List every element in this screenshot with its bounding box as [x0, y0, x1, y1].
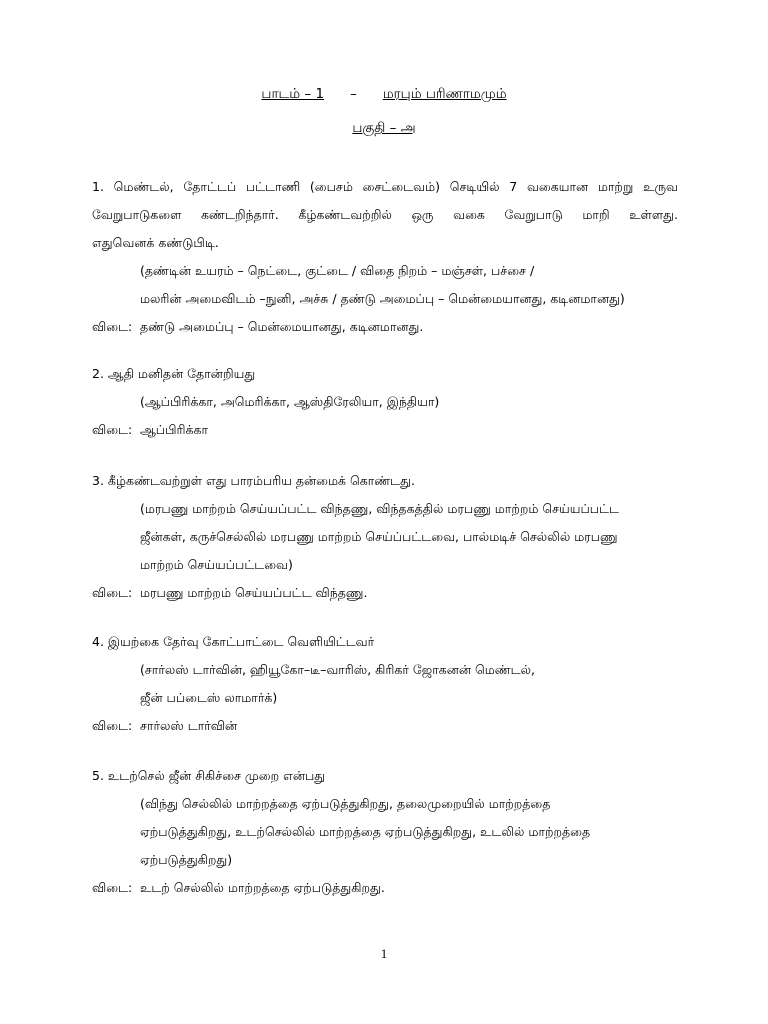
answer-line [92, 874, 678, 902]
answer-line [92, 712, 678, 740]
question-1 [92, 173, 678, 341]
answer-text: சார்லஸ் டார்வின் [140, 718, 238, 733]
answer-line [92, 579, 678, 607]
answer-text: உடற் செல்லில் மாற்றத்தை ஏற்படுத்துகிறது. [140, 880, 385, 895]
option-line: ஏற்படுத்துகிறது) [140, 852, 233, 867]
section-title: பகுதி – அ [352, 120, 416, 136]
question-text-line: 5. உடற்செல் ஜீன் சிகிச்சை முறை என்பது [92, 768, 326, 783]
question-2 [92, 360, 678, 444]
question-text-line: எதுவெனக் கண்டுபிடி. [92, 235, 219, 250]
answer-label: விடை: [92, 422, 133, 437]
answer-text: தண்டு அமைப்பு – மென்மையானது, கடினமானது. [140, 319, 424, 334]
question-text-line: 3. கீழ்கண்டவற்றுள் எது பாரம்பரிய தன்மைக் கொண்டது. [92, 473, 415, 488]
lesson-topic: மரபும் பரிணாமமும் [382, 86, 507, 102]
answer-label: விடை: [92, 585, 133, 600]
question-5 [92, 762, 678, 902]
answer-text: ஆப்பிரிக்கா [140, 422, 209, 437]
answer-label: விடை: [92, 319, 133, 334]
option-line: ஏற்படுத்துகிறது, உடற்செல்லில் மாற்றத்தை ஏற்படுத்துகிறது, உடலில் மாற்றத்தை [140, 824, 591, 839]
page-number: 1 [380, 946, 388, 961]
option-line: (விந்து செல்லில் மாற்றத்தை ஏற்படுத்துகிறது, தலைமுறையில் மாற்றத்தை [140, 796, 551, 811]
question-4 [92, 628, 678, 740]
option-line: (தண்டின் உயரம் – நெட்டை, குட்டை / விதை நிறம் – மஞ்சள், பச்சை / [140, 263, 535, 278]
option-line: மாற்றம் செய்யப்பட்டவை) [140, 557, 293, 572]
question-text-line: 1. மெண்டல், தோட்டப் பட்டாணி (பைசம் சைட்டைவம்) செடியில் 7 வகையான மாற்று உருவ [92, 179, 678, 194]
question-text-line: 2. ஆதி மனிதன் தோன்றியது [92, 366, 256, 381]
answer-line [92, 416, 678, 444]
answer-label: விடை: [92, 718, 133, 733]
question-text-line: வேறுபாடுகளை கண்டறிந்தார். கீழ்கண்டவற்றில் ஒரு வகை வேறுபாடு மாறி உள்ளது. [92, 207, 678, 222]
option-line: (ஆப்பிரிக்கா, அமெரிக்கா, ஆஸ்திரேலியா, இந்தியா) [140, 394, 440, 409]
lesson-title [0, 86, 768, 104]
option-line: ஜீன் பப்டைஸ் லாமார்க்) [140, 690, 278, 705]
question-text-line: 4. இயற்கை தேர்வு கோட்பாட்டை வெளியிட்டவர் [92, 634, 375, 649]
answer-label: விடை: [92, 880, 133, 895]
lesson-number: பாடம் – 1 [261, 86, 325, 102]
title-dash: – [350, 86, 357, 102]
option-line: மலரின் அமைவிடம் –நுனி, அச்சு / தண்டு அமைப்பு – மென்மையானது, கடினமானது) [140, 291, 625, 306]
option-line: ஜீன்கள், கருச்செல்லில் மரபணு மாற்றம் செய்ப்பட்டவை, பால்மடிச் செல்லில் மரபணு [140, 529, 618, 544]
question-3 [92, 467, 678, 607]
option-line: (சார்லஸ் டார்வின், ஹியூகோ–டீ–வாரிஸ், கிரிகர் ஜோகனன் மெண்டல், [140, 662, 535, 677]
option-line: (மரபணு மாற்றம் செய்யப்பட்ட விந்தணு, விந்தகத்தில் மரபணு மாற்றம் செய்யப்பட்ட [140, 501, 619, 516]
answer-line [92, 313, 678, 341]
answer-text: மரபணு மாற்றம் செய்யப்பட்ட விந்தணு. [140, 585, 368, 600]
